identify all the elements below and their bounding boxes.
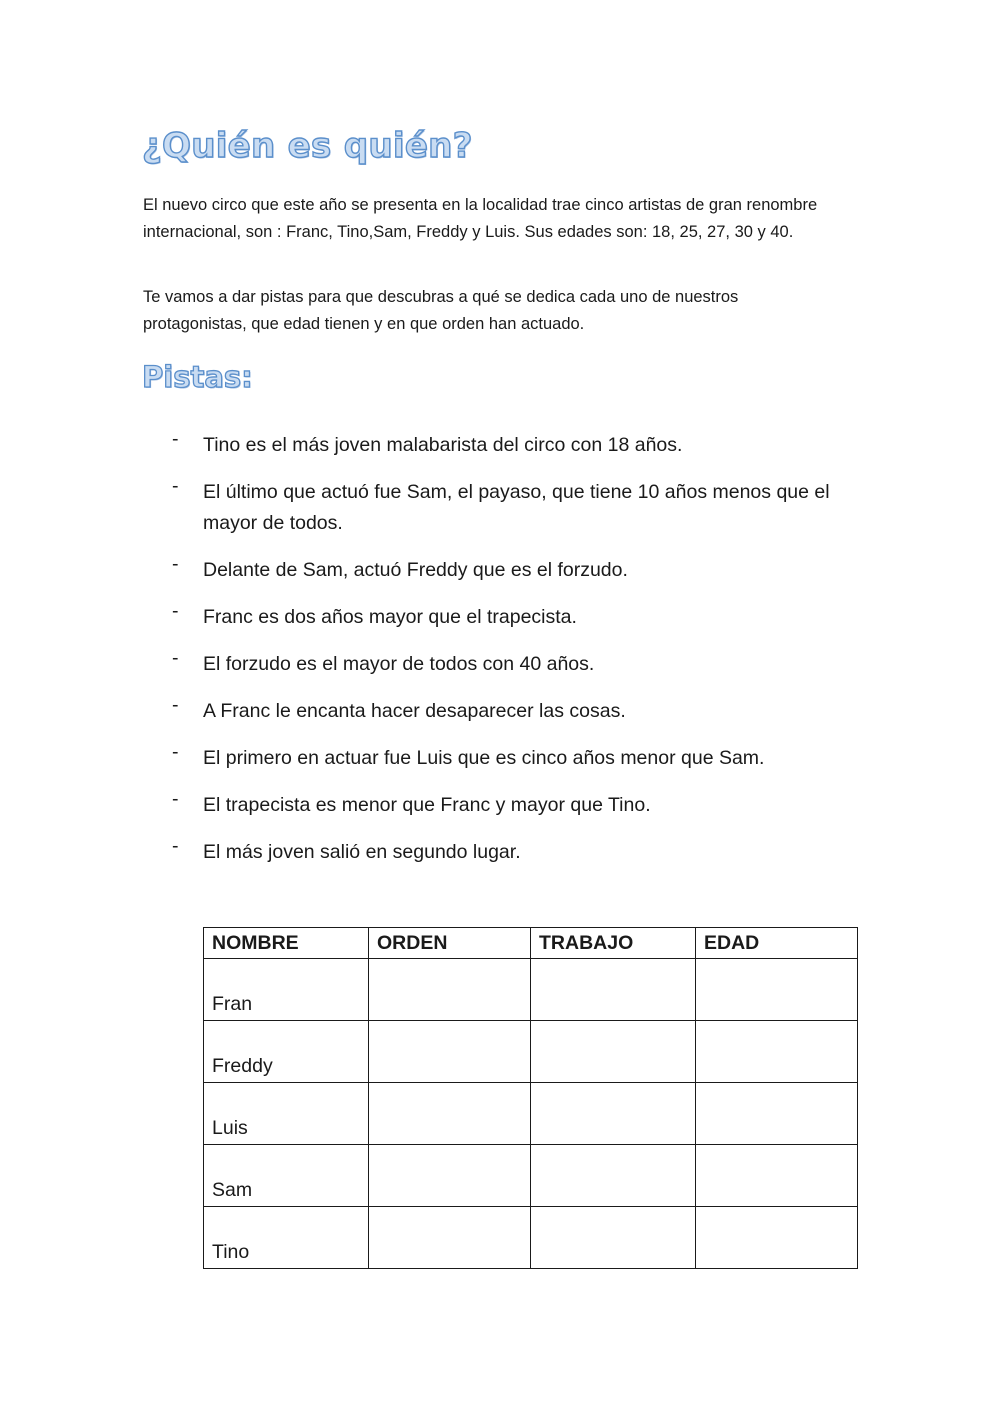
clue-item xyxy=(172,555,852,586)
intro-paragraph-1: El nuevo circo que este año se presenta en la localidad trae cinco artistas de gran renombre internacional, son : Franc, Tino,Sam, Freddy y Luis. Sus edades son: 18, 25, 27, 30 y 40. xyxy=(143,196,818,241)
clue-item xyxy=(172,790,852,821)
clue-text: El más joven salió en segundo lugar. xyxy=(203,841,521,863)
cell-trabajo[interactable] xyxy=(531,959,696,1021)
dash-bullet: - xyxy=(172,475,179,497)
cell-edad[interactable] xyxy=(696,959,858,1021)
clue-item xyxy=(172,837,852,868)
clue-text: A Franc le encanta hacer desaparecer las cosas. xyxy=(203,700,626,722)
clue-item xyxy=(172,602,852,633)
clue-item xyxy=(172,430,852,461)
cell-nombre: Luis xyxy=(204,1083,369,1145)
cell-nombre: Freddy xyxy=(204,1021,369,1083)
clue-item xyxy=(172,649,852,680)
cell-trabajo[interactable] xyxy=(531,1145,696,1207)
dash-bullet: - xyxy=(172,694,179,716)
intro-paragraph-2: Te vamos a dar pistas para que descubras a qué se dedica cada uno de nuestros protagonistas, que edad tienen y en que orden han actuado. xyxy=(143,288,739,333)
dash-bullet: - xyxy=(172,428,179,450)
header-nombre: NOMBRE xyxy=(204,928,369,959)
dash-bullet: - xyxy=(172,835,179,857)
header-edad: EDAD xyxy=(696,928,858,959)
clue-item xyxy=(172,743,852,774)
clue-text: Franc es dos años mayor que el trapecista. xyxy=(203,606,577,628)
table-row xyxy=(204,1207,858,1269)
dash-bullet: - xyxy=(172,553,179,575)
cell-nombre: Tino xyxy=(204,1207,369,1269)
cell-nombre: Sam xyxy=(204,1145,369,1207)
clue-text: El forzudo es el mayor de todos con 40 años. xyxy=(203,653,595,675)
table-row xyxy=(204,959,858,1021)
dash-bullet: - xyxy=(172,600,179,622)
table-row xyxy=(204,1145,858,1207)
clue-item xyxy=(172,477,852,539)
cell-orden[interactable] xyxy=(369,1207,531,1269)
table-row xyxy=(204,1021,858,1083)
cell-orden[interactable] xyxy=(369,1021,531,1083)
header-trabajo: TRABAJO xyxy=(531,928,696,959)
cell-edad[interactable] xyxy=(696,1083,858,1145)
answer-table xyxy=(203,927,858,1269)
cell-edad[interactable] xyxy=(696,1145,858,1207)
cell-edad[interactable] xyxy=(696,1021,858,1083)
table-header-row xyxy=(204,928,858,959)
cell-nombre: Fran xyxy=(204,959,369,1021)
cell-orden[interactable] xyxy=(369,1145,531,1207)
clues-list xyxy=(172,430,852,884)
clue-text: El último que actuó fue Sam, el payaso, que tiene 10 años menos que el mayor de todos. xyxy=(203,481,830,534)
cell-orden[interactable] xyxy=(369,1083,531,1145)
clue-item xyxy=(172,696,852,727)
header-orden: ORDEN xyxy=(369,928,531,959)
clues-heading: Pistas: xyxy=(142,360,253,394)
page-title: ¿Quién es quién? xyxy=(142,126,473,166)
dash-bullet: - xyxy=(172,741,179,763)
cell-trabajo[interactable] xyxy=(531,1207,696,1269)
clue-text: El primero en actuar fue Luis que es cinco años menor que Sam. xyxy=(203,747,765,769)
cell-trabajo[interactable] xyxy=(531,1083,696,1145)
cell-edad[interactable] xyxy=(696,1207,858,1269)
cell-trabajo[interactable] xyxy=(531,1021,696,1083)
clue-text: Delante de Sam, actuó Freddy que es el forzudo. xyxy=(203,559,628,581)
cell-orden[interactable] xyxy=(369,959,531,1021)
clue-text: Tino es el más joven malabarista del circo con 18 años. xyxy=(203,434,683,456)
table-row xyxy=(204,1083,858,1145)
dash-bullet: - xyxy=(172,647,179,669)
clue-text: El trapecista es menor que Franc y mayor que Tino. xyxy=(203,794,651,816)
dash-bullet: - xyxy=(172,788,179,810)
